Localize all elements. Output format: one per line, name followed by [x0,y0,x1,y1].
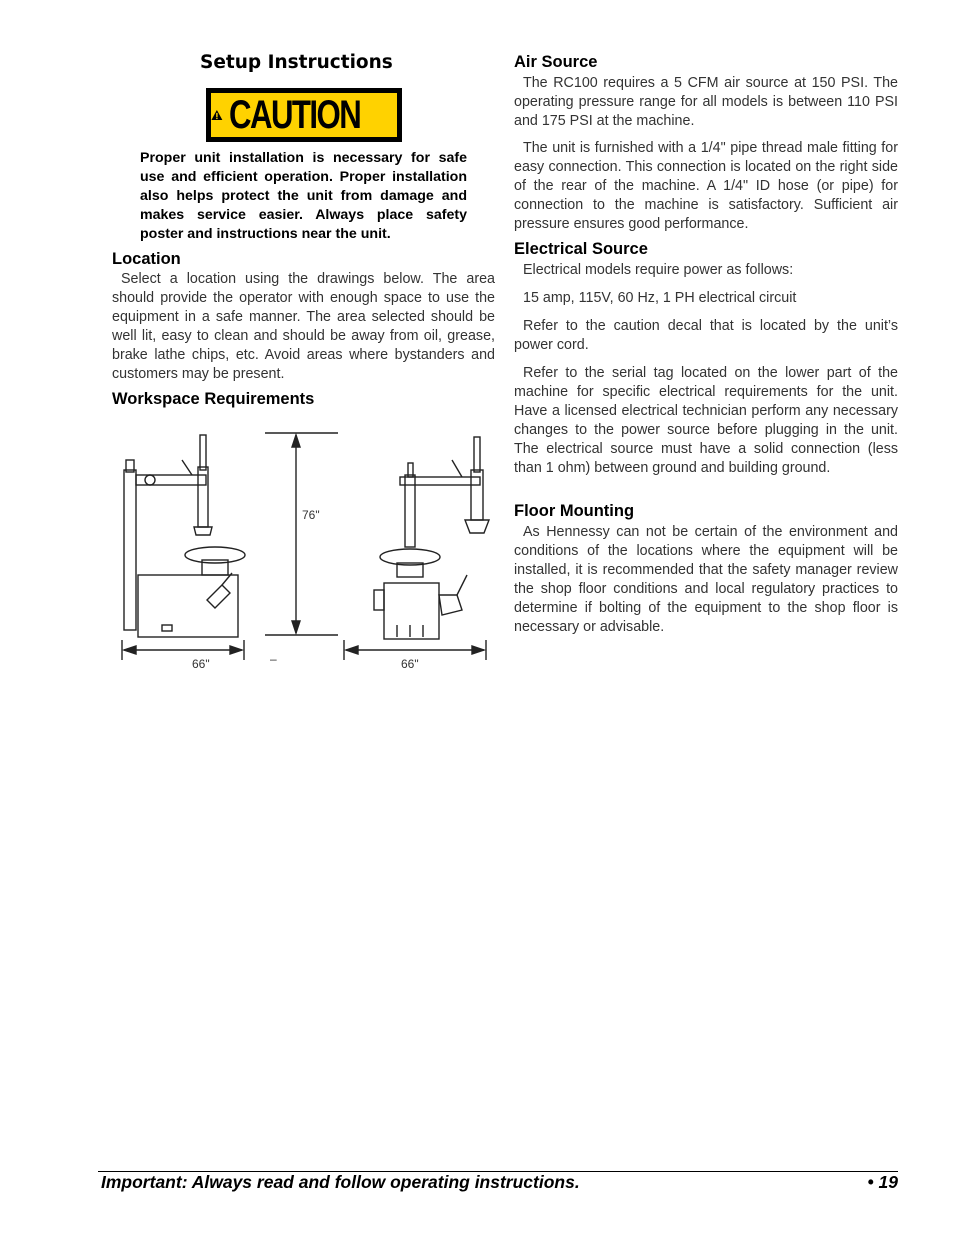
floor-mounting-heading: Floor Mounting [514,502,635,520]
location-text: Select a location using the drawings below. The area should provide the operator with enough space to use the equipment in a safe manner. The area selected should be well lit, easy to clean and should be away from oil, grease, brake lathe chips, etc. Avoid areas where bystanders and customers may be present. [112,271,495,382]
footer-text: Important: Always read and follow operating instructions. [101,1172,580,1192]
width-label-right: 66" [401,657,419,671]
machine-front-view [374,437,489,639]
height-label: 76" [302,508,320,522]
page-title: Setup Instructions [200,52,393,73]
width-dimension-left [122,640,244,660]
location-heading: Location [112,250,181,268]
electrical-text-3: Refer to the caution decal that is located by the unit’s power cord. [514,318,898,353]
caution-note: Proper unit installation is necessary for safe use and efficient operation. Proper installation also helps protect the unit from damage and makes service easier. Always place safety poster and instructions near the unit. [140,150,467,242]
air-source-text-1: The RC100 requires a 5 CFM air source at 150 PSI. The operating pressure range for all models is between 110 PSI and 175 PSI at the machine. [514,75,898,129]
caution-label [206,88,402,142]
width-label-left: 66" [192,657,210,671]
floor-mounting-text: As Hennessy can not be certain of the environment and conditions of the locations where the equipment will be installed, it is recommended that the safety manager review the shop floor conditions and local regulatory practices to determine if bolting of the equipment to the shop floor is necessary or advisable. [514,524,898,635]
caution-text: CAUTION [228,93,360,137]
height-dimension [265,433,338,635]
page-number: • 19 [867,1172,898,1192]
air-source-heading: Air Source [514,53,598,71]
workspace-heading: Workspace Requirements [112,390,315,408]
air-source-text-2: The unit is furnished with a 1/4" pipe thread male fitting for easy connection. This connection is located on the right side of the rear of the machine. A 1/4" ID hose (or pipe) for connection to the machine is satisfactory. Sufficient air pressure ensures good performance. [514,140,898,232]
electrical-text-1: Electrical models require power as follows: [523,262,794,278]
electrical-text-4: Refer to the serial tag located on the lower part of the machine for specific electrical requirements for the unit. Have a licensed electrical technician perform any necessary changes to the power source before plugging in the unit. The electrical source must have a solid connection (less than 1 ohm) between ground and building ground. [514,365,898,476]
machine-side-view [124,435,245,637]
electrical-heading: Electrical Source [514,240,648,258]
electrical-text-2: 15 amp, 115V, 60 Hz, 1 PH electrical circuit [523,290,797,306]
warning-triangle-icon [211,102,223,128]
workspace-diagram [112,425,496,675]
dash-mark: – [270,652,277,666]
